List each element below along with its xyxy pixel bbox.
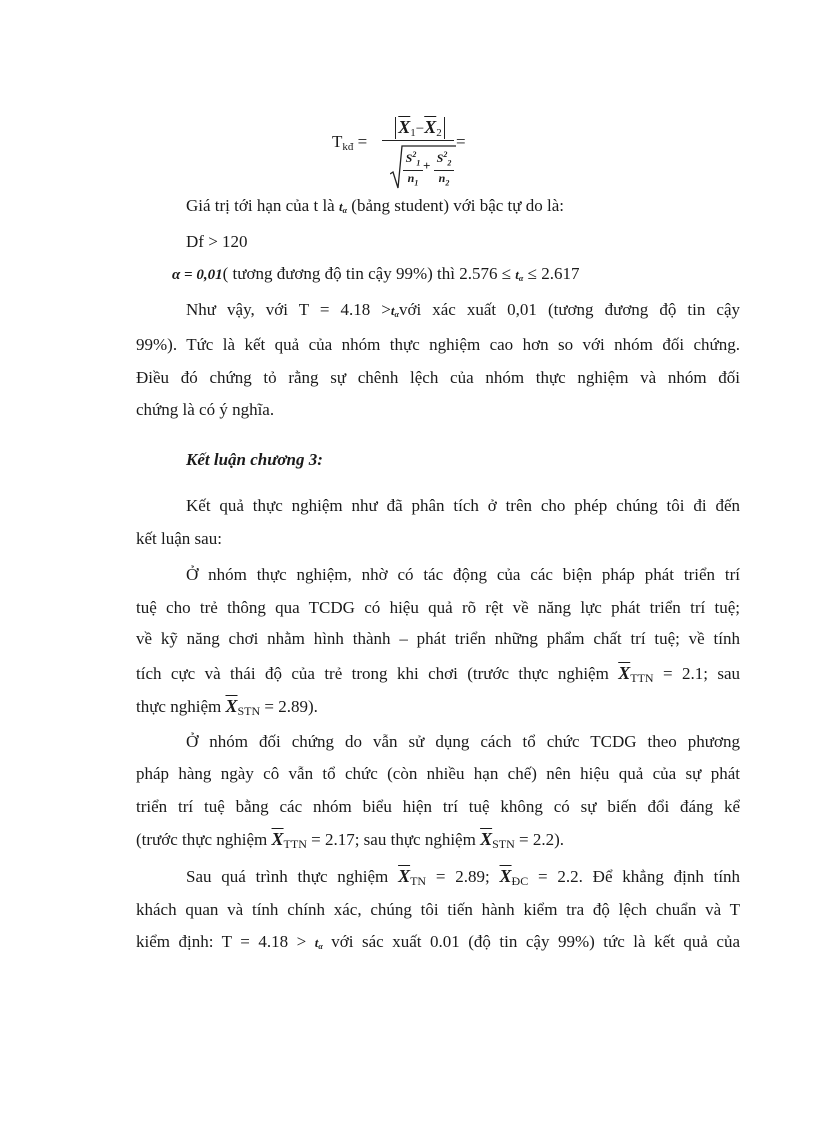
df-line: Df > 120 <box>186 232 248 251</box>
paragraph-1-line-2: 99%). Tức là kết quả của nhóm thực nghiệm cao hơn so với nhóm đối chứng. <box>136 335 740 354</box>
paragraph-3-line-4: tích cực và thái độ của trẻ trong khi chơi (trước thực nghiệm $\overline{X}TTN = 2.1$; sau <box>136 663 740 685</box>
paragraph-4-line-4: (trước thực nghiệm $\overline{X}TTN = 2.17$; sau thực nghiệm $\overline{X}STN = 2.2$). <box>136 829 565 851</box>
paragraph-1-line-1: Như vậy, với T = 4.18 >tαvới xác xuất 0,01 (tương đương độ tin cậy <box>186 300 740 319</box>
paragraph-4-line-3: triển trí tuệ bằng các nhóm biểu hiện trí tuệ không có sự biến đổi đáng kể <box>136 797 740 816</box>
critical-value-line: Giá trị tới hạn của t là tα (bảng student) với bậc tự do là: <box>186 196 564 215</box>
fraction-s1-n1: $\frac{S^2_1}{n_1}$ <box>403 148 423 191</box>
paragraph-3-line-5: thực nghiệm $\overline{X}STN = 2.89$). <box>136 696 318 718</box>
t-test-formula <box>332 112 472 192</box>
formula-denominator <box>390 144 456 190</box>
paragraph-3-line-2: tuệ cho trẻ thông qua TCDG có hiệu quả rõ rệt về năng lực phát triển trí tuệ; <box>136 598 740 617</box>
section-heading: Kết luận chương 3: <box>186 450 323 469</box>
formula-numerator: $\overline{X}_1-\overline{X}_2$ <box>385 117 455 139</box>
t-alpha-symbol: tα <box>338 199 348 215</box>
fraction-bar <box>382 140 454 141</box>
paragraph-3-line-1: Ở nhóm thực nghiệm, nhờ có tác động của các biện pháp phát triển trí <box>186 565 740 584</box>
paragraph-1-line-4: chứng là có ý nghĩa. <box>136 400 275 419</box>
formula-equals: = <box>456 132 466 151</box>
paragraph-4-line-1: Ở nhóm đối chứng do vẫn sử dụng cách tổ chức TCDG theo phương <box>186 732 740 751</box>
paragraph-2-line-1: Kết quả thực nghiệm như đã phân tích ở trên cho phép chúng tôi đi đến <box>186 496 740 515</box>
paragraph-5-line-3: kiểm định: T = 4.18 > tα với sác xuất 0.01 (độ tin cậy 99%) tức là kết quả của <box>136 932 741 951</box>
paragraph-5-line-2: khách quan và tính chính xác, chúng tôi tiến hành kiểm tra độ lệch chuẩn và T <box>136 900 740 919</box>
fraction-s2-n2: $\frac{S^2_2}{n_2}$ <box>434 148 454 191</box>
alpha-line: α = 0,01( tương đương độ tin cậy 99%) thì 2.576 ≤ tα ≤ 2.617 <box>172 264 580 283</box>
paragraph-3-line-3: về kỹ năng chơi nhằm hình thành – phát triển những phẩm chất trí tuệ; về tính <box>136 629 740 648</box>
paragraph-2-line-2: kết luận sau: <box>136 529 222 548</box>
paragraph-5-line-1: Sau quá trình thực nghiệm $\overline{X}TN = 2.89$; $\overline{X}ĐC = 2.2$. Để khẳng định tính <box>186 866 741 888</box>
formula-lhs: $T_{kđ}$ = <box>332 132 368 153</box>
paragraph-1-line-3: Điều đó chứng tỏ rằng sự chênh lệch của nhóm thực nghiệm và nhóm đối <box>136 368 740 387</box>
paragraph-4-line-2: pháp hàng ngày cô vẫn tổ chức (còn nhiều hạn chế) nên hiệu quả của sự phát <box>136 764 740 783</box>
plus-sign: + <box>423 158 431 173</box>
